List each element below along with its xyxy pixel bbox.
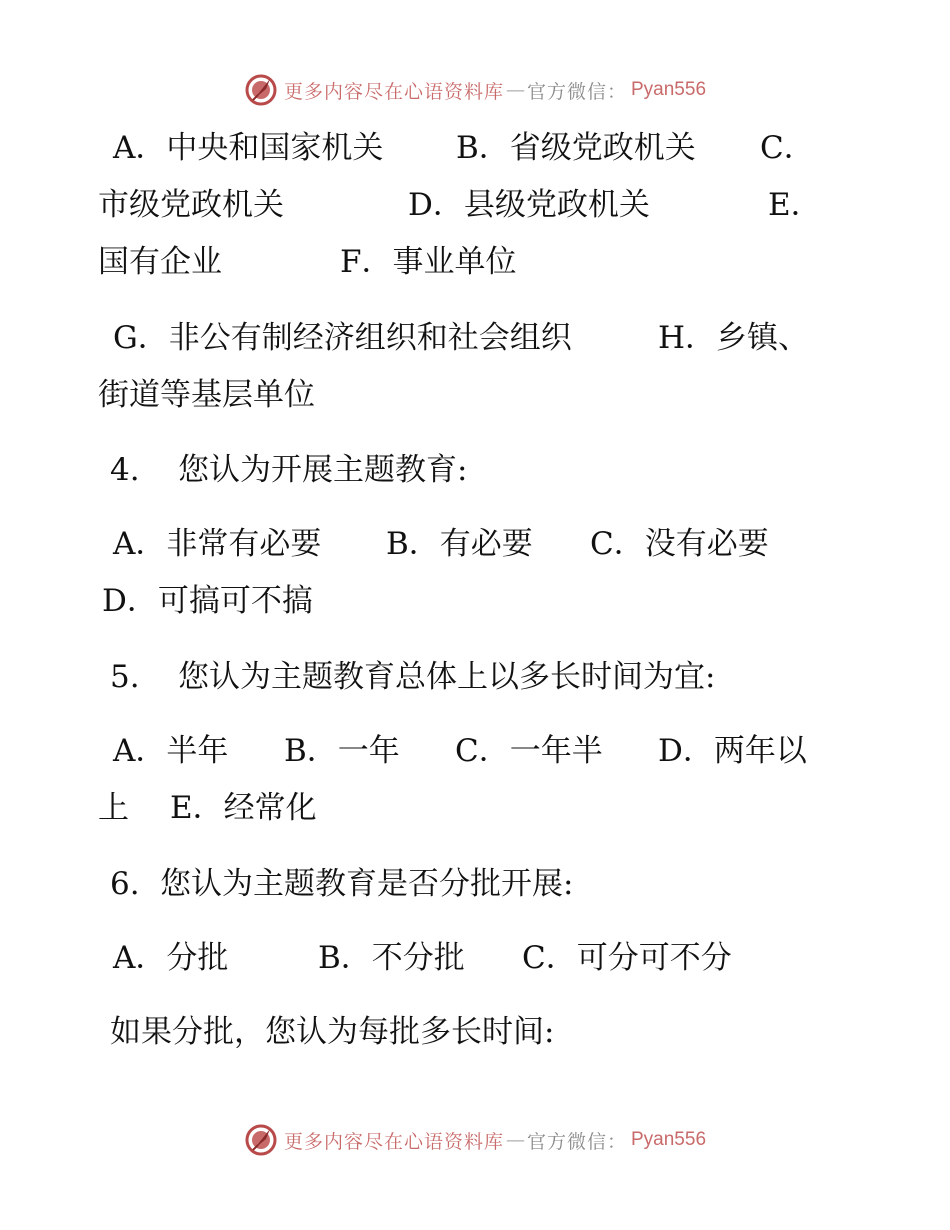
- q3-option-e-letter: E．: [768, 187, 822, 223]
- q3-option-a: A．中央和国家机关: [113, 130, 384, 166]
- q3-option-f: F．事业单位: [340, 244, 517, 280]
- banner-wechat-label: 官方微信：: [526, 1130, 627, 1153]
- q5-option-c: C．一年半: [455, 733, 603, 769]
- q5-option-e: E．经常化: [170, 790, 317, 826]
- q3-option-c-letter: C．: [760, 130, 815, 166]
- banner-separator: —: [505, 79, 525, 101]
- q3-option-c-text: 市级党政机关: [98, 187, 284, 223]
- header-banner: [0, 70, 950, 110]
- banner-text: 更多内容尽在心语资料库: [283, 80, 504, 103]
- q3-option-h-letter: H．乡镇、: [658, 320, 810, 356]
- quill-logo-icon: [244, 73, 278, 107]
- footer-banner: [0, 1120, 950, 1160]
- q6-options-line-1: [0, 938, 950, 978]
- q5-number: 5.: [110, 659, 140, 695]
- q3-option-h-text: 街道等基层单位: [98, 377, 315, 413]
- q6-text: 您认为主题教育是否分批开展:: [160, 866, 574, 902]
- q3-option-d: D．县级党政机关: [408, 187, 650, 223]
- q6-number: 6.: [110, 866, 140, 902]
- q6-option-c: C．可分可不分: [522, 940, 732, 976]
- q5-question: [0, 657, 950, 697]
- q3-options-line-5: [0, 375, 950, 415]
- q3-option-b: B．省级党政机关: [456, 130, 696, 166]
- q3-option-e-text: 国有企业: [98, 244, 222, 280]
- q3-options-line-2: [0, 185, 950, 225]
- quill-logo-icon: [244, 1123, 278, 1157]
- q5-text: 您认为主题教育总体上以多长时间为宜:: [178, 659, 716, 695]
- q5-options-line-2: [0, 788, 950, 828]
- q4-option-d: D．可搞可不搞: [102, 583, 313, 619]
- q4-number: 4.: [110, 452, 140, 488]
- q6-option-a: A．分批: [113, 940, 229, 976]
- q3-options-line-1: [0, 128, 950, 168]
- q6-question: [0, 864, 950, 904]
- q3-options-line-3: [0, 242, 950, 282]
- q5-options-line-1: [0, 731, 950, 771]
- q5-option-d-part2: 上: [98, 790, 129, 826]
- q5-option-d-part1: D．两年以: [658, 733, 807, 769]
- banner-wechat-label: 官方微信：: [526, 80, 627, 103]
- q4-option-b: B．有必要: [386, 526, 533, 562]
- q5-option-b: B．一年: [284, 733, 400, 769]
- q4-options-line-1: [0, 524, 950, 564]
- q6-followup: 如果分批，您认为每批多长时间:: [110, 1014, 555, 1050]
- banner-separator: —: [505, 1129, 525, 1151]
- banner-text: 更多内容尽在心语资料库: [283, 1130, 504, 1153]
- banner-wechat-id: Pyan556: [631, 79, 707, 100]
- q6-option-b: B．不分批: [318, 940, 465, 976]
- q4-text: 您认为开展主题教育:: [178, 452, 468, 488]
- q6-followup-line: [0, 1012, 950, 1052]
- q3-option-g: G．非公有制经济组织和社会组织: [113, 320, 572, 356]
- banner-wechat-id: Pyan556: [631, 1129, 707, 1150]
- q5-option-a: A．半年: [113, 733, 229, 769]
- q3-options-line-4: [0, 318, 950, 358]
- q4-option-a: A．非常有必要: [113, 526, 322, 562]
- q4-option-c: C．没有必要: [590, 526, 769, 562]
- q4-question: [0, 450, 950, 490]
- q4-options-line-2: [0, 581, 950, 621]
